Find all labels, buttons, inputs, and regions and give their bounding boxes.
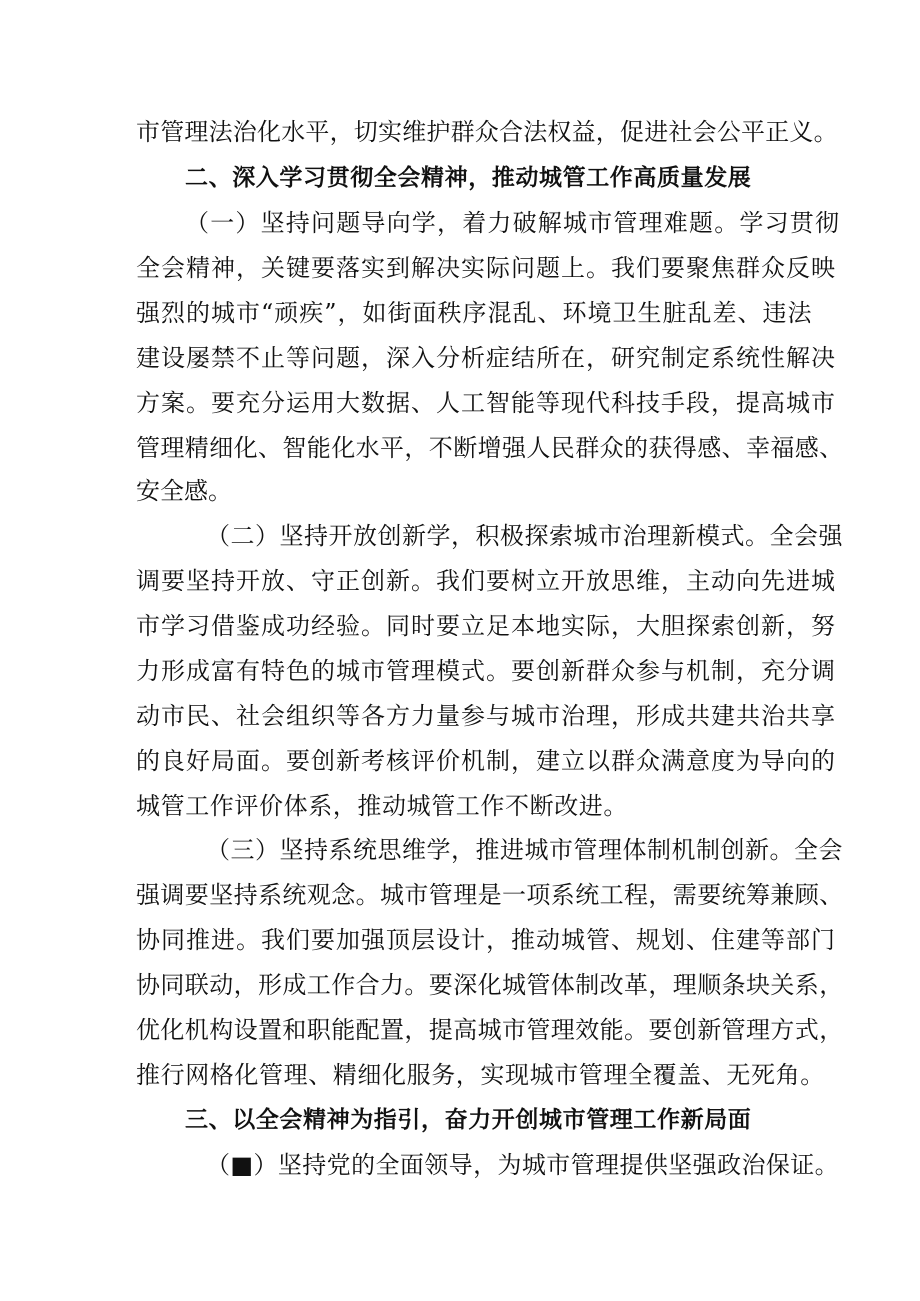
paragraph-line: 强调要坚持系统观念。城市管理是一项系统工程，需要统筹兼顾、: [136, 881, 844, 909]
paragraph-line: 管理精细化、智能化水平，不断增强人民群众的获得感、幸福感、: [136, 434, 844, 462]
paragraph-line: 调要坚持开放、守正创新。我们要树立开放思维，主动向先进城: [136, 567, 836, 595]
paragraph-line: 优化机构设置和职能配置，提高城市管理效能。要创新管理方式，: [136, 1016, 844, 1044]
paragraph-line: 城管工作评价体系，推动城管工作不断改进。: [136, 792, 628, 820]
paragraph-line: 协同推进。我们要加强顶层设计，推动城管、规划、住建等部门: [136, 926, 836, 954]
paragraph-line: 方案。要充分运用大数据、人工智能等现代科技手段，提高城市: [136, 389, 836, 417]
paragraph-line: 强烈的城市“顽疾”，如街面秩序混乱、环境卫生脏乱差、违法: [136, 299, 813, 327]
paragraph-line: 建设屡禁不止等问题，深入分析症结所在，研究制定系统性解决: [136, 344, 836, 372]
subsection-1-title-line: （一）坚持问题导向学，着力破解城市管理难题。学习贯彻: [185, 209, 841, 237]
subsection-1-title-line: （■）坚持党的全面领导，为城市管理提供坚强政治保证。: [206, 1151, 840, 1179]
subsection-3-title-line: （三）坚持系统思维学，推进城市管理体制机制创新。全会: [206, 836, 843, 864]
paragraph-line: 市管理法治化水平，切实维护群众合法权益，促进社会公平正义。: [136, 118, 838, 146]
paragraph-line: 全会精神，关键要落实到解决实际问题上。我们要聚焦群众反映: [136, 254, 836, 282]
paragraph-line: 推行网格化管理、精细化服务，实现城市管理全覆盖、无死角。: [136, 1061, 825, 1089]
paragraph-line: 力形成富有特色的城市管理模式。要创新群众参与机制，充分调: [136, 657, 836, 685]
paragraph-line: 安全感。: [136, 477, 232, 505]
paragraph-line: 的良好局面。要创新考核评价机制，建立以群众满意度为导向的: [136, 747, 836, 775]
section-heading-2: 二、深入学习贯彻全会精神，推动城管工作高质量发展: [185, 165, 752, 191]
subsection-2-title-line: （二）坚持开放创新学，积极探索城市治理新模式。全会强: [206, 522, 843, 550]
section-heading-3: 三、以全会精神为指引，奋力开创城市管理工作新局面: [185, 1107, 752, 1133]
paragraph-line: 市学习借鉴成功经验。同时要立足本地实际，大胆探索创新，努: [136, 612, 836, 640]
paragraph-line: 动市民、社会组织等各方力量参与城市治理，形成共建共治共享: [136, 702, 836, 730]
paragraph-line: 协同联动，形成工作合力。要深化城管体制改革，理顺条块关系，: [136, 971, 844, 999]
